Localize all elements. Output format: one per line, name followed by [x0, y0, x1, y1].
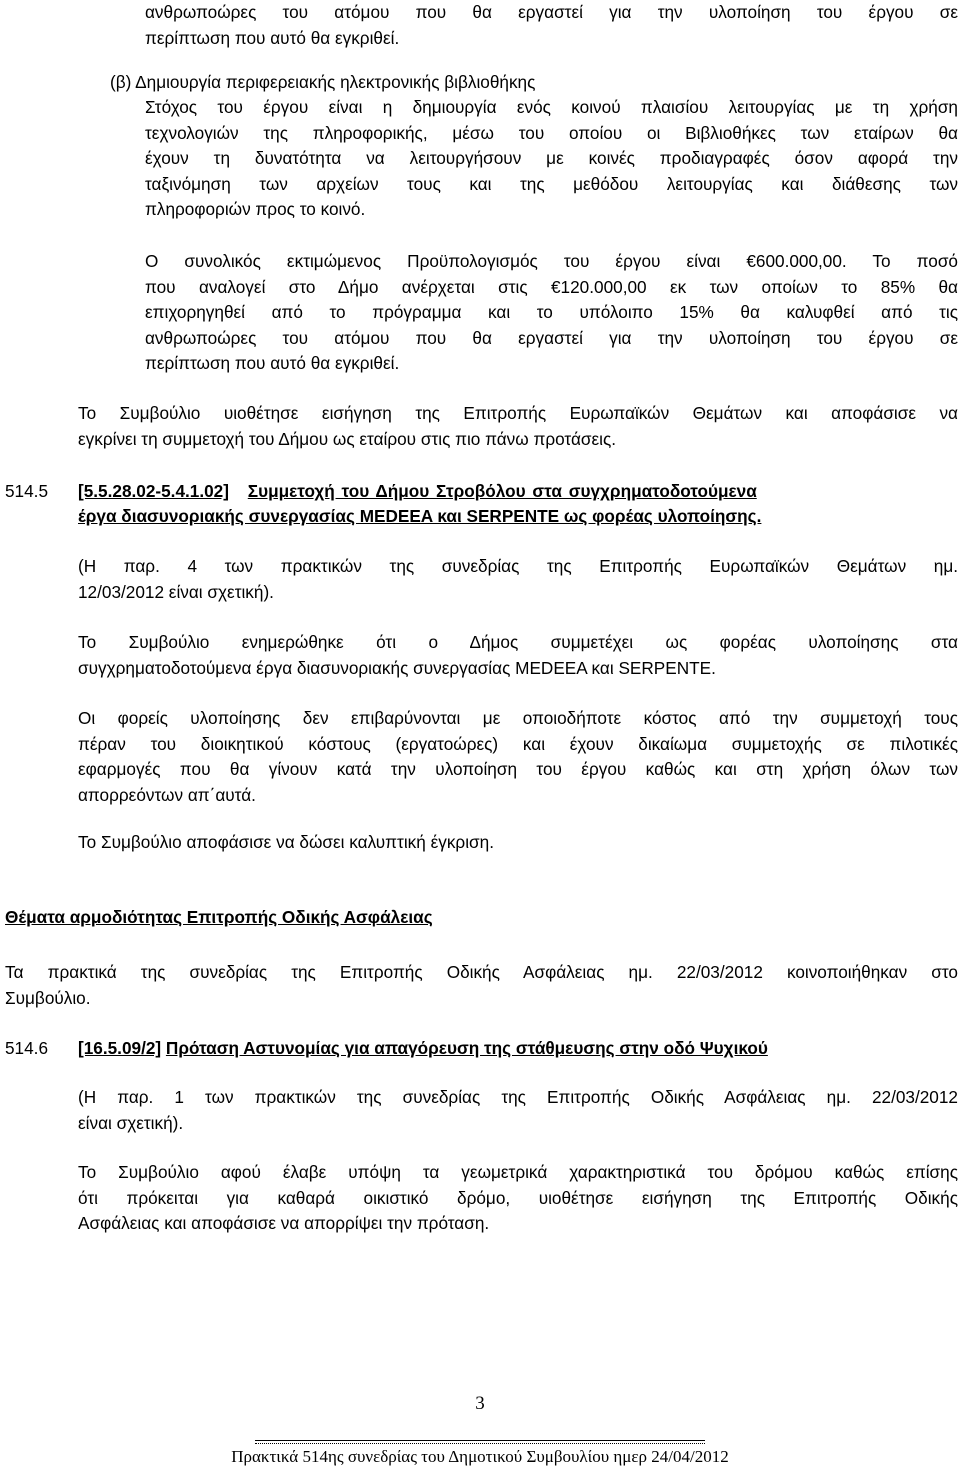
text-line: εφαρμογές που θα γίνουν κατά την υλοποίηση του έργου καθώς και στη χρήση όλων των [78, 759, 958, 779]
item-b-heading [110, 70, 535, 96]
footer-text [0, 1447, 960, 1467]
text-line: απορρεόντων απ΄αυτά. [78, 784, 256, 805]
footer-divider [255, 1440, 705, 1441]
text-line: είναι σχετική). [78, 1112, 184, 1133]
text-line: Ο συνολικός εκτιμώμενος Προϋπολογισμός του έργου είναι €600.000,00. Το ποσό [145, 251, 958, 271]
item-5145-title-line-2 [78, 504, 761, 530]
text-line: πληροφοριών προς το κοινό. [145, 199, 366, 219]
item-5145-paragraph-3 [78, 830, 958, 856]
item-title: Πρόταση Αστυνομίας για απαγόρευση της στάθμευσης στην οδό Ψυχικού [165, 1038, 768, 1058]
text-line: περίπτωση που αυτό θα εγκριθεί. [145, 27, 400, 48]
text-line: (Η παρ. 4 των πρακτικών της συνεδρίας της Επιτροπής Ευρωπαϊκών Θεμάτων ημ. [78, 556, 958, 576]
text-line: ότι πρόκειται για καθαρά οικιστικό δρόμο, υιοθέτησε εισήγηση της Επιτροπής Οδικής [78, 1187, 958, 1208]
text-line: περίπτωση που αυτό θα εγκριθεί. [145, 353, 400, 373]
text-line: ανθρωποώρες του ατόμου που θα εργαστεί για την υλοποίηση του έργου σε [145, 2, 958, 22]
text-line: που αναλογεί στο Δήμο ανέρχεται στις €120.000,00 εκ των οποίων το 85% θα [145, 276, 958, 297]
item-b-heading-text: (β) Δημιουργία περιφερειακής ηλεκτρονικής βιβλιοθήκης [110, 72, 536, 92]
text-line: Οι φορείς υλοποίησης δεν επιβαρύνονται με οποιοδήποτε κόστος από την συμμετοχή τους [78, 708, 958, 728]
item-code: [5.5.28.02-5.4.1.02] [78, 481, 229, 501]
text-line: Στόχος του έργου είναι η δημιουργία ενός κοινού πλαισίου λειτουργίας με τη χρήση [145, 97, 958, 117]
item-5145-reference [78, 554, 958, 605]
text-line: εγκρίνει τη συμμετοχή του Δήμου ως εταίρου στις πιο πάνω προτάσεις. [78, 428, 617, 449]
text-line: έχουν τη δυνατότητα να λειτουργήσουν με κοινές προδιαγραφές όσον αφορά την [145, 148, 958, 168]
item-5146-title [78, 1036, 768, 1062]
text-line: επιχορηγηθεί από το πρόγραμμα και το υπόλοιπο 15% θα καλυφθεί από τις [145, 302, 958, 322]
item-title: έργα διασυνοριακής συνεργασίας MEDEEA και SERPENTE ως φορέας υλοποίησης. [78, 506, 762, 526]
budget-paragraph [145, 249, 958, 377]
text-line: Το Συμβούλιο αποφάσισε να δώσει καλυπτική έγκριση. [78, 832, 494, 852]
text-line: τεχνολογιών της πληροφορικής, μέσω του οποίου οι Βιβλιοθήκες των εταίρων θα [145, 122, 958, 143]
section-heading-text: Θέματα αρμοδιότητας Επιτροπής Οδικής Ασφάλειας [5, 907, 433, 927]
text-line: 12/03/2012 είναι σχετική). [78, 581, 274, 602]
text-line: (Η παρ. 1 των πρακτικών της συνεδρίας της Επιτροπής Οδικής Ασφάλειας ημ. 22/03/2012 [78, 1087, 958, 1107]
text-line: συγχρηματοδοτούμενα έργα διασυνοριακής συνεργασίας MEDEEA και SERPENTE. [78, 657, 716, 678]
item-title: Συμμετοχή του Δήμου Στροβόλου στα συγχρηματοδοτούμενα [247, 481, 757, 501]
section-intro-paragraph [5, 960, 958, 1011]
top-continuation-paragraph [145, 0, 958, 51]
item-5145-title-line-1 [78, 479, 958, 505]
text-line: πέραν του διοικητικού κόστους (εργατοώρες) και έχουν δικαίωμα συμμετοχής σε πιλοτικές [78, 733, 958, 754]
footer-caption: Πρακτικά 514ης συνεδρίας του Δημοτικού Συμβουλίου ημερ 24/04/2012 [231, 1447, 729, 1466]
item-5145-number [5, 479, 48, 505]
item-code: [16.5.09/2] [78, 1038, 162, 1058]
item-5146-paragraph-1 [78, 1160, 958, 1237]
section-heading [5, 905, 433, 931]
text-line: Το Συμβούλιο υιοθέτησε εισήγηση της Επιτροπής Ευρωπαϊκών Θεμάτων και αποφάσισε να [78, 403, 958, 423]
item-5145-paragraph-2 [78, 706, 958, 808]
text-line: Συμβούλιο. [5, 987, 91, 1008]
page-number [0, 1393, 960, 1415]
text-line: ταξινόμηση των αρχείων τους και της μεθόδου λειτουργίας και διάθεσης των [145, 173, 958, 194]
item-number: 514.5 [5, 481, 49, 501]
item-5146-reference [78, 1085, 958, 1136]
text-line: ανθρωποώρες του ατόμου που θα εργαστεί για την υλοποίηση του έργου σε [145, 327, 958, 348]
decision-paragraph [78, 401, 958, 452]
item-number: 514.6 [5, 1038, 49, 1058]
footer-divider-dotted [255, 1443, 705, 1444]
item-5146-number [5, 1036, 48, 1062]
text-line: Ασφάλειας και αποφάσισε να απορρίψει την πρόταση. [78, 1213, 490, 1233]
page-number-text: 3 [475, 1393, 485, 1414]
text-line: Το Συμβούλιο ενημερώθηκε ότι ο Δήμος συμμετέχει ως φορέας υλοποίησης στα [78, 632, 958, 652]
text-line: Τα πρακτικά της συνεδρίας της Επιτροπής Οδικής Ασφάλειας ημ. 22/03/2012 κοινοποιήθηκαν στο [5, 962, 958, 982]
item-b-paragraph [145, 95, 958, 223]
text-line: Το Συμβούλιο αφού έλαβε υπόψη τα γεωμετρικά χαρακτηριστικά του δρόμου καθώς επίσης [78, 1162, 958, 1182]
item-5145-paragraph-1 [78, 630, 958, 681]
